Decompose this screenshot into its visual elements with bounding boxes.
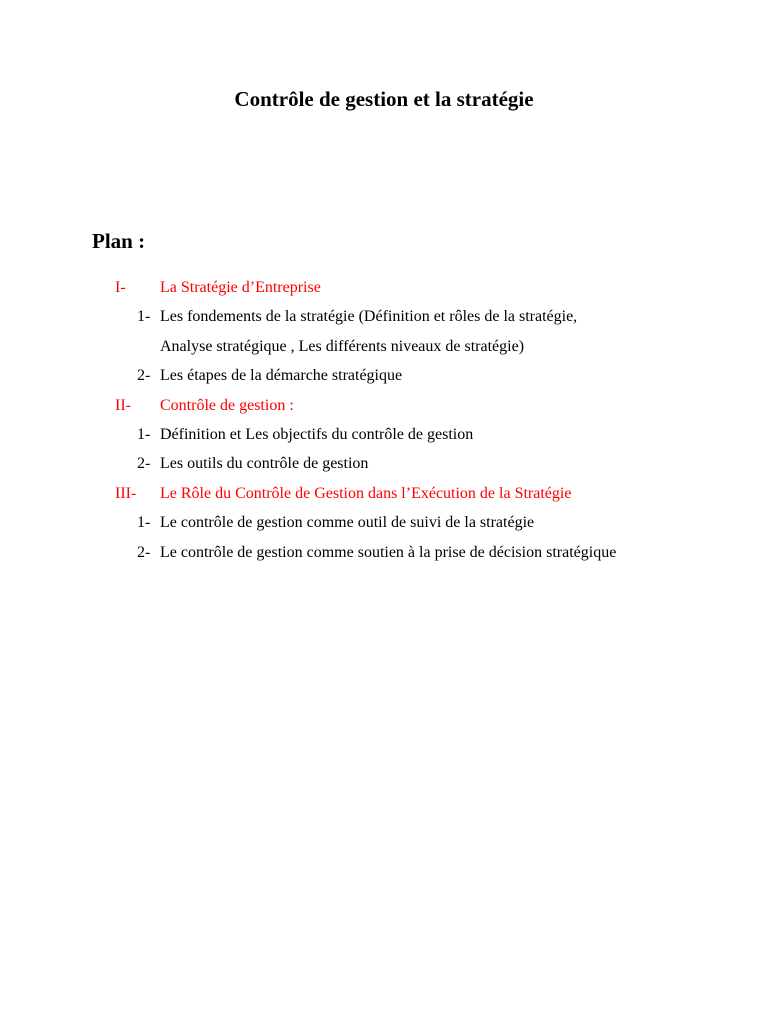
plan-item-text: Analyse stratégique , Les différents niveaux de stratégie)	[160, 337, 525, 355]
plan-item-text: Définition et Les objectifs du contrôle de gestion	[160, 425, 474, 443]
plan-item-row	[0, 361, 768, 390]
plan-section-number: III-	[115, 484, 137, 502]
plan-item-number: 2-	[137, 455, 151, 473]
plan-list	[0, 273, 768, 567]
plan-item-text: Le contrôle de gestion comme outil de suivi de la stratégie	[160, 514, 535, 532]
plan-item-number: 1-	[137, 308, 151, 326]
plan-item-text: Les étapes de la démarche stratégique	[160, 367, 403, 385]
plan-item-row	[0, 538, 768, 567]
plan-item-text: Le contrôle de gestion comme soutien à la prise de décision stratégique	[160, 543, 617, 561]
plan-item-row	[0, 420, 768, 449]
plan-section-number: II-	[115, 396, 131, 414]
plan-section-row	[0, 273, 768, 302]
plan-item-text: Les outils du contrôle de gestion	[160, 455, 369, 473]
plan-item-number: 2-	[137, 367, 151, 385]
plan-section-text: La Stratégie d’Entreprise	[160, 279, 321, 296]
plan-item-row	[0, 302, 768, 331]
plan-item-text: Les fondements de la stratégie (Définition et rôles de la stratégie,	[160, 308, 578, 326]
plan-section-text: Contrôle de gestion :	[160, 396, 294, 414]
plan-item-number: 2-	[137, 543, 151, 561]
plan-section-number: I-	[115, 279, 126, 296]
document-title: Contrôle de gestion et la stratégie	[234, 87, 534, 111]
plan-section-row	[0, 391, 768, 420]
plan-item-row	[0, 449, 768, 478]
plan-section-row	[0, 479, 768, 508]
plan-item-number: 1-	[137, 425, 151, 443]
plan-item-row	[0, 332, 768, 361]
plan-item-row	[0, 508, 768, 537]
plan-item-number: 1-	[137, 514, 151, 532]
plan-section-text: Le Rôle du Contrôle de Gestion dans l’Exécution de la Stratégie	[160, 484, 572, 502]
plan-heading: Plan :	[92, 229, 146, 253]
